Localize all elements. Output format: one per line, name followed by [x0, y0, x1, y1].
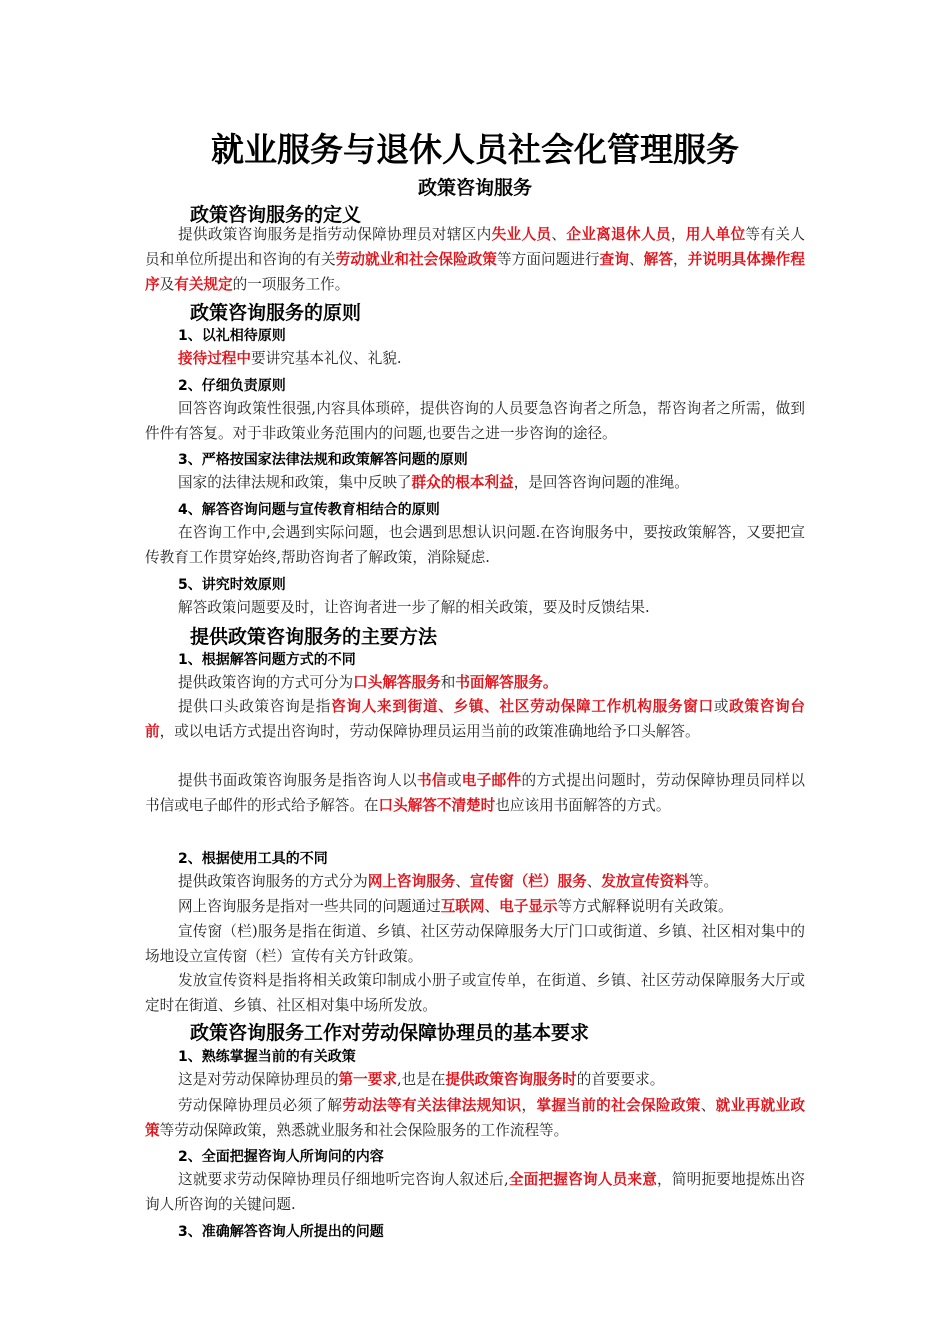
- subheading: 2、根据使用工具的不同: [178, 851, 328, 867]
- paragraph: 提供口头政策咨询是指咨询人来到街道、乡镇、社区劳动保障工作机构服务窗口或政策咨询台前，或以电话方式提出咨询时，劳动保障协理员运用当前的政策准确地给予口头解答。: [145, 698, 805, 740]
- paragraph: 宣传窗（栏)服务是指在街道、乡镇、社区劳动保障服务大厅门口或街道、乡镇、社区相对集中的场地设立宣传窗（栏）宣传有关方针政策。: [145, 923, 805, 965]
- paragraph: 回答咨询政策性很强,内容具体琐碎，提供咨询的人员要急咨询者之所急，帮咨询者之所需，做到件件有答复。对于非政策业务范围内的问题,也要告之进一步咨询的途径。: [145, 400, 805, 442]
- subheading: 1、熟练掌握当前的有关政策: [178, 1049, 356, 1065]
- paragraph: 发放宣传资料是指将相关政策印制成小册子或宣传单，在街道、乡镇、社区劳动保障服务大厅或定时在街道、乡镇、社区相对集中场所发放。: [145, 972, 805, 1014]
- paragraph: 接待过程中要讲究基本礼仪、礼貌.: [178, 350, 402, 367]
- subheading: 2、全面把握咨询人所询问的内容: [178, 1149, 384, 1165]
- paragraph: 提供书面政策咨询服务是指咨询人以书信或电子邮件的方式提出问题时，劳动保障协理员同样以书信或电子邮件的形式给予解答。在口头解答不清楚时也应该用书面解答的方式。: [145, 772, 805, 814]
- paragraph: 这是对劳动保障协理员的第一要求,也是在提供政策咨询服务时的首要要求。: [178, 1071, 665, 1088]
- document-title: 就业服务与退休人员社会化管理服务: [211, 130, 739, 169]
- section-heading-requirements: 政策咨询服务工作对劳动保障协理员的基本要求: [190, 1022, 590, 1044]
- subheading: 2、仔细负责原则: [178, 378, 286, 394]
- section-heading-methods: 提供政策咨询服务的主要方法: [190, 626, 438, 648]
- subheading: 3、严格按国家法律法规和政策解答问题的原则: [178, 452, 468, 468]
- paragraph: 提供政策咨询的方式可分为口头解答服务和书面解答服务。: [178, 674, 558, 691]
- section-heading-definition: 政策咨询服务的定义: [190, 204, 362, 226]
- subheading: 4、解答咨询问题与宣传教育相结合的原则: [178, 502, 440, 518]
- paragraph: 解答政策问题要及时，让咨询者进一步了解的相关政策，要及时反馈结果.: [178, 599, 650, 616]
- document-subtitle: 政策咨询服务: [417, 177, 532, 199]
- subheading: 3、准确解答咨询人所提出的问题: [178, 1224, 384, 1240]
- paragraph: 国家的法律法规和政策，集中反映了群众的根本利益，是回答咨询问题的准绳。: [178, 474, 689, 491]
- paragraph: 网上咨询服务是指对一些共同的问题通过互联网、电子显示等方式解释说明有关政策。: [178, 898, 733, 915]
- paragraph: 提供政策咨询服务是指劳动保障协理员对辖区内失业人员、企业离退休人员，用人单位等有关人员和单位所提出和咨询的有关劳动就业和社会保险政策等方面问题进行查询、解答，并说明具体操作程序及有关规定的一项服务工作。: [145, 226, 805, 293]
- paragraph: 这就要求劳动保障协理员仔细地听完咨询人叙述后,全面把握咨询人员来意，简明扼要地提炼出咨询人所咨询的关键问题.: [145, 1171, 805, 1213]
- subheading: 5、讲究时效原则: [178, 577, 286, 593]
- paragraph: 劳动保障协理员必须了解劳动法等有关法律法规知识，掌握当前的社会保险政策、就业再就业政策等劳动保障政策，熟悉就业服务和社会保险服务的工作流程等。: [145, 1097, 805, 1139]
- paragraph: 在咨询工作中,会遇到实际问题，也会遇到思想认识问题.在咨询服务中，要按政策解答，又要把宣传教育工作贯穿始终,帮助咨询者了解政策，消除疑虑.: [145, 524, 805, 566]
- section-heading-principles: 政策咨询服务的原则: [190, 302, 362, 324]
- paragraph: 提供政策咨询服务的方式分为网上咨询服务、宣传窗（栏）服务、发放宣传资料等。: [178, 873, 719, 890]
- subheading: 1、以礼相待原则: [178, 328, 286, 344]
- subheading: 1、根据解答问题方式的不同: [178, 652, 356, 668]
